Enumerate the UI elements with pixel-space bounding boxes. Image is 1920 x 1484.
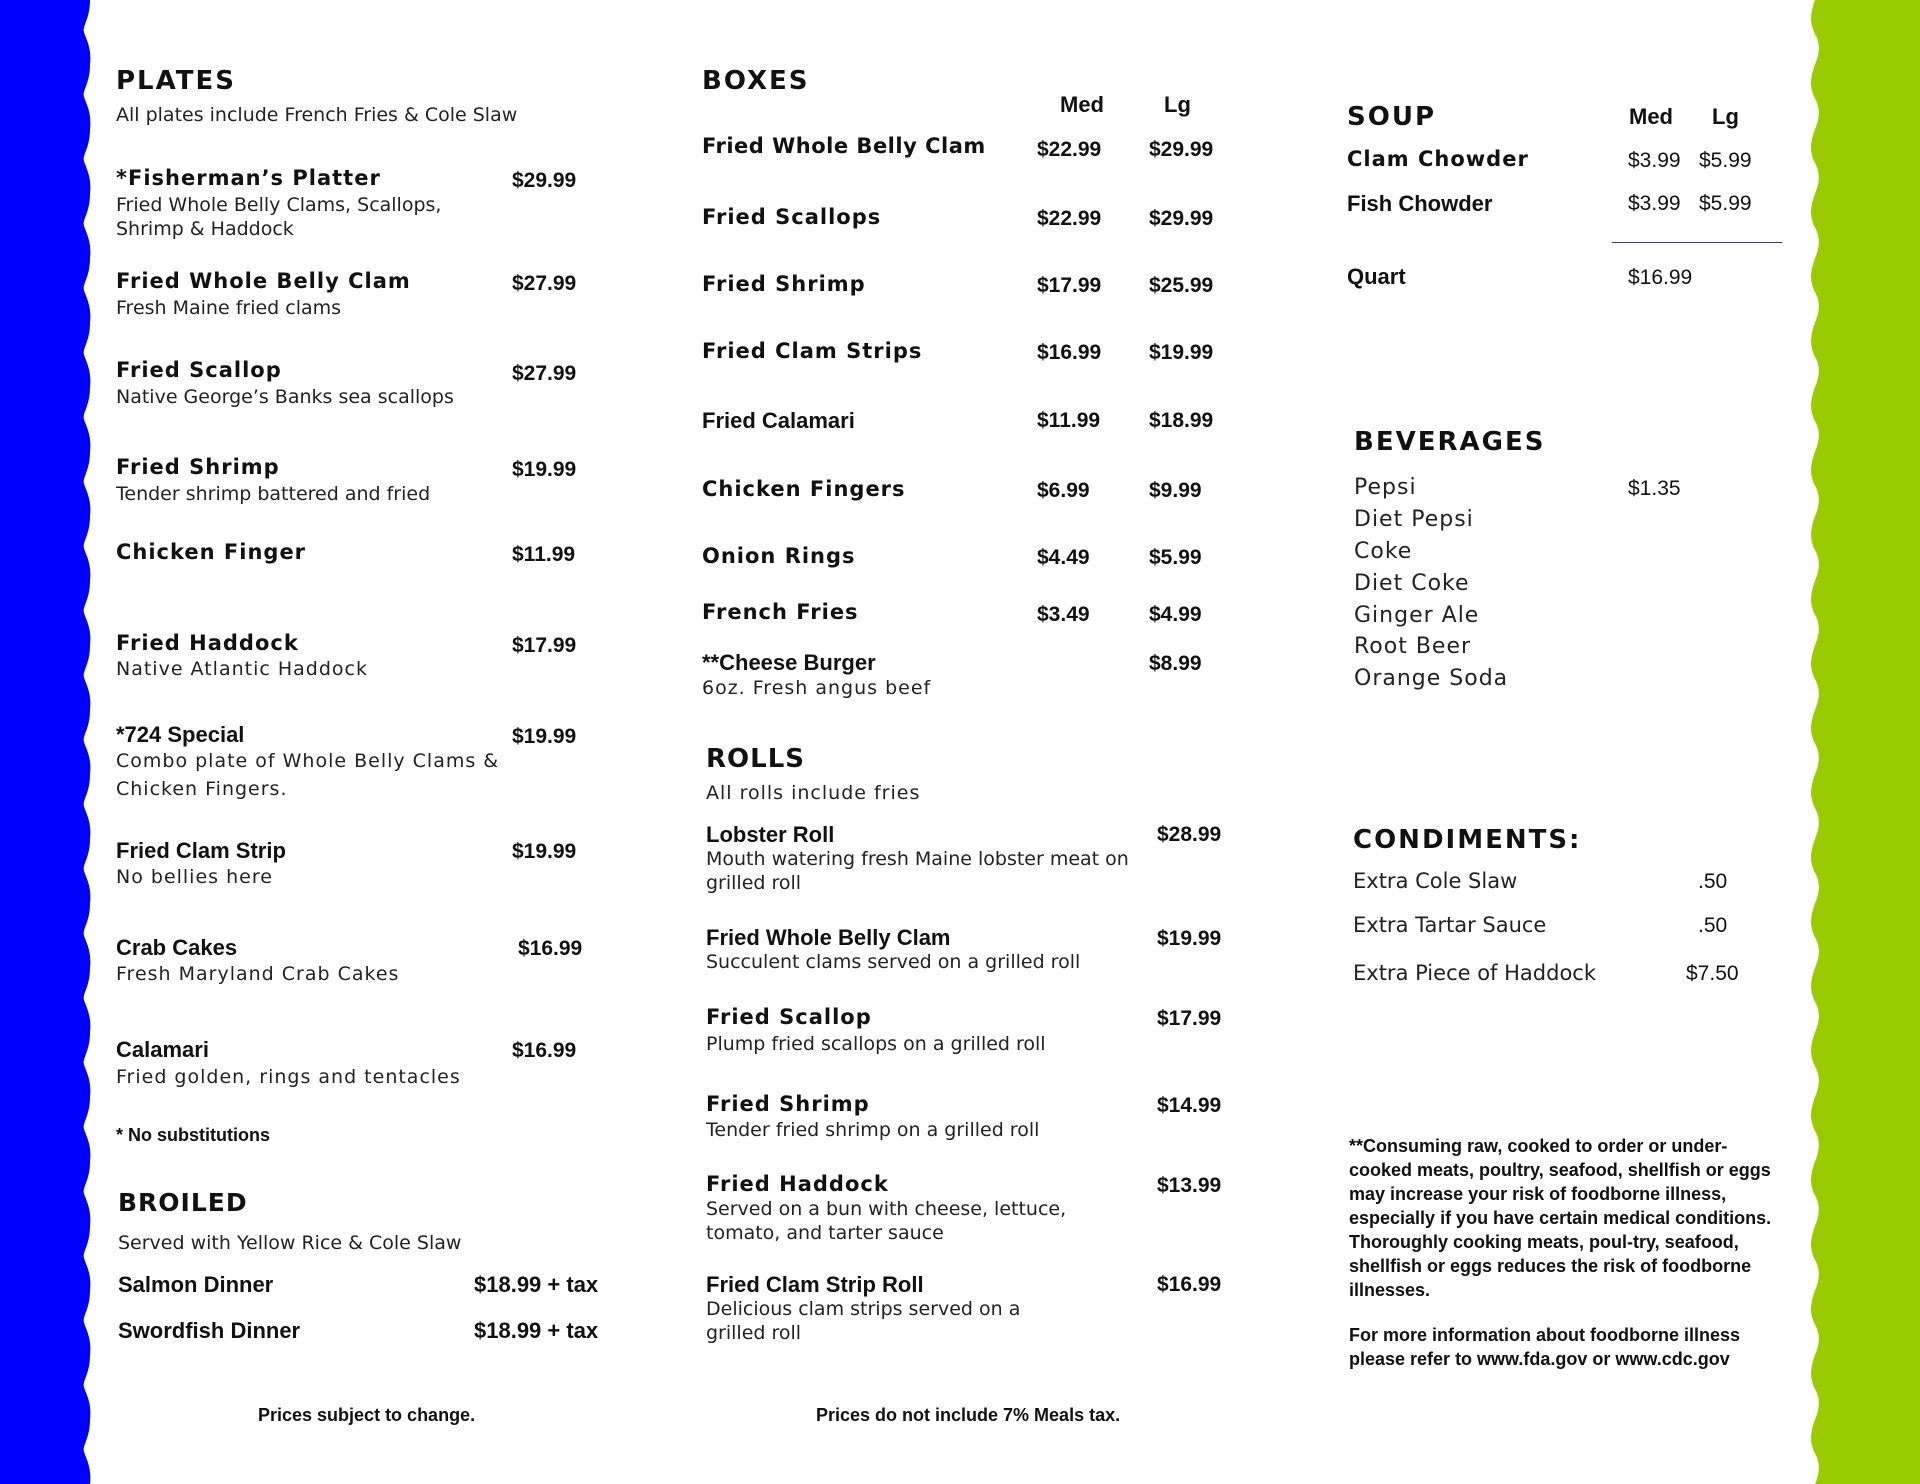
beverage-item: Pepsi — [1354, 475, 1417, 500]
soup-col-med: Med — [1629, 104, 1673, 129]
plate-desc: Fried Whole Belly Clams, Scallops, Shrimp & Haddock — [116, 194, 442, 240]
roll-price: $14.99 — [1157, 1094, 1222, 1117]
plate-desc: Native George’s Banks sea scallops — [116, 386, 454, 408]
beverage-item: Root Beer — [1354, 634, 1472, 659]
box-lg-price: $29.99 — [1149, 207, 1214, 230]
box-med-price: $17.99 — [1037, 274, 1102, 297]
box-lg-price: $19.99 — [1149, 341, 1214, 364]
plate-desc: Combo plate of Whole Belly Clams & Chicken Fingers. — [116, 750, 500, 800]
box-lg-price: $18.99 — [1149, 409, 1214, 432]
soup-col-lg: Lg — [1712, 104, 1739, 129]
soup-name: Fish Chowder — [1347, 191, 1493, 216]
roll-name: Lobster Roll — [706, 822, 835, 847]
soup-title: SOUP — [1347, 102, 1436, 132]
soup-med-price: $3.99 — [1628, 192, 1681, 215]
roll-desc: Delicious clam strips served on a grilled roll — [706, 1298, 1021, 1344]
plate-name: Fried Shrimp — [116, 455, 280, 479]
plates-note: * No substitutions — [116, 1125, 270, 1145]
box-med-price: $3.49 — [1037, 603, 1090, 626]
box-name: Fried Scallops — [702, 205, 882, 229]
soup-med-price: $3.99 — [1628, 149, 1681, 172]
box-name: Fried Clam Strips — [702, 339, 923, 363]
plate-price: $11.99 — [512, 543, 576, 566]
roll-name: Fried Scallop — [706, 1005, 872, 1029]
plate-desc: Fresh Maine fried clams — [116, 297, 342, 319]
soup-quart-price: $16.99 — [1628, 266, 1693, 289]
plate-price: $16.99 — [512, 1039, 577, 1062]
roll-name: Fried Shrimp — [706, 1092, 870, 1116]
plate-price: $16.99 — [518, 937, 583, 960]
boxes-col-lg: Lg — [1164, 92, 1191, 117]
beverage-item: Diet Coke — [1354, 571, 1470, 596]
burger-price: $8.99 — [1149, 652, 1202, 675]
roll-desc: Tender fried shrimp on a grilled roll — [706, 1119, 1040, 1141]
burger-desc: 6oz. Fresh angus beef — [702, 677, 932, 699]
beverages-title: BEVERAGES — [1354, 427, 1546, 457]
condiment-name: Extra Tartar Sauce — [1353, 913, 1547, 937]
plate-desc: No bellies here — [116, 866, 273, 888]
left-blue-band — [0, 0, 100, 1484]
box-lg-price: $25.99 — [1149, 274, 1214, 297]
food-safety-warning: **Consuming raw, cooked to order or under-cooked meats, poultry, seafood, shellfish or eggs may increase your risk of foodborne illness, especially if you have certain medical conditions. Thoroughly cooking meats, poul-try, seafood, shellfish or eggs reduces the risk of foodborne illnesses. — [1349, 1136, 1772, 1300]
rolls-title: ROLLS — [706, 744, 805, 774]
box-med-price: $16.99 — [1037, 341, 1102, 364]
plate-price: $29.99 — [512, 169, 577, 192]
plate-price: $27.99 — [512, 272, 577, 295]
plate-name: Fried Whole Belly Clam — [116, 269, 411, 293]
box-name: Onion Rings — [702, 544, 856, 568]
box-med-price: $11.99 — [1037, 409, 1101, 432]
plate-price: $19.99 — [512, 458, 577, 481]
broiled-name: Swordfish Dinner — [118, 1318, 301, 1343]
broiled-title: BROILED — [118, 1188, 248, 1217]
plate-name: Fried Haddock — [116, 631, 299, 655]
roll-desc: Mouth watering fresh Maine lobster meat on grilled roll — [706, 848, 1129, 894]
plate-name: *Fisherman’s Platter — [116, 166, 381, 190]
box-med-price: $6.99 — [1037, 479, 1090, 502]
box-name: Fried Shrimp — [702, 272, 866, 296]
plate-price: $19.99 — [512, 840, 577, 863]
box-lg-price: $29.99 — [1149, 138, 1214, 161]
condiment-price: .50 — [1698, 870, 1728, 893]
condiments-title: CONDIMENTS: — [1353, 825, 1582, 855]
roll-name: Fried Clam Strip Roll — [706, 1272, 924, 1297]
boxes-col-med: Med — [1060, 92, 1104, 117]
roll-desc: Succulent clams served on a grilled roll — [706, 951, 1081, 973]
box-med-price: $4.49 — [1037, 546, 1090, 569]
condiment-name: Extra Cole Slaw — [1353, 869, 1518, 893]
roll-name: Fried Haddock — [706, 1172, 889, 1196]
food-safety-info: For more information about foodborne illness please refer to www.fda.gov or www.cdc.gov — [1349, 1325, 1741, 1369]
soup-lg-price: $5.99 — [1699, 192, 1752, 215]
footer-tax-note: Prices do not include 7% Meals tax. — [816, 1405, 1121, 1425]
roll-price: $19.99 — [1157, 927, 1222, 950]
beverage-item: Coke — [1354, 539, 1413, 564]
plate-price: $27.99 — [512, 362, 577, 385]
soup-divider — [1612, 242, 1782, 243]
plate-desc: Fresh Maryland Crab Cakes — [116, 963, 400, 985]
box-name: Chicken Fingers — [702, 477, 906, 501]
roll-price: $17.99 — [1157, 1007, 1222, 1030]
roll-price: $16.99 — [1157, 1273, 1222, 1296]
box-name: French Fries — [702, 600, 859, 624]
condiment-price: $7.50 — [1686, 962, 1739, 985]
plate-desc: Native Atlantic Haddock — [116, 658, 368, 680]
box-name: Fried Whole Belly Clam — [702, 134, 986, 158]
roll-desc: Served on a bun with cheese, lettuce, tomato, and tarter sauce — [706, 1198, 1067, 1244]
roll-desc: Plump fried scallops on a grilled roll — [706, 1033, 1046, 1055]
roll-price: $13.99 — [1157, 1174, 1222, 1197]
soup-name: Clam Chowder — [1347, 147, 1529, 171]
plate-name: Crab Cakes — [116, 935, 238, 960]
plate-name: Fried Clam Strip — [116, 838, 286, 863]
burger-name: **Cheese Burger — [702, 650, 876, 675]
right-green-band — [1800, 0, 1920, 1484]
condiment-name: Extra Piece of Haddock — [1353, 961, 1596, 985]
box-med-price: $22.99 — [1037, 138, 1102, 161]
box-name: Fried Calamari — [702, 408, 855, 433]
soup-quart-label: Quart — [1347, 264, 1406, 289]
plate-desc: Tender shrimp battered and fried — [116, 483, 431, 505]
roll-price: $28.99 — [1157, 823, 1222, 846]
box-med-price: $22.99 — [1037, 207, 1102, 230]
boxes-title: BOXES — [702, 66, 810, 96]
plate-price: $17.99 — [512, 634, 577, 657]
footer-price-change: Prices subject to change. — [258, 1405, 476, 1425]
roll-name: Fried Whole Belly Clam — [706, 925, 951, 950]
broiled-subtitle: Served with Yellow Rice & Cole Slaw — [118, 1232, 462, 1254]
box-lg-price: $5.99 — [1149, 546, 1202, 569]
plate-desc: Fried golden, rings and tentacles — [116, 1066, 461, 1088]
plate-name: *724 Special — [116, 722, 245, 747]
plate-name: Chicken Finger — [116, 540, 307, 564]
beverage-item: Diet Pepsi — [1354, 507, 1474, 532]
plate-name: Calamari — [116, 1037, 209, 1062]
box-lg-price: $4.99 — [1149, 603, 1202, 626]
beverage-item: Ginger Ale — [1354, 603, 1480, 628]
plates-subtitle: All plates include French Fries & Cole Slaw — [116, 104, 518, 126]
broiled-price: $18.99 + tax — [474, 1318, 599, 1343]
broiled-name: Salmon Dinner — [118, 1272, 274, 1297]
condiment-price: .50 — [1698, 914, 1728, 937]
plate-name: Fried Scallop — [116, 358, 282, 382]
beverage-item: Orange Soda — [1354, 666, 1509, 691]
broiled-price: $18.99 + tax — [474, 1272, 599, 1297]
beverages-price: $1.35 — [1628, 477, 1681, 500]
rolls-subtitle: All rolls include fries — [706, 782, 921, 804]
soup-lg-price: $5.99 — [1699, 149, 1752, 172]
plates-title: PLATES — [116, 66, 236, 96]
box-lg-price: $9.99 — [1149, 479, 1202, 502]
plate-price: $19.99 — [512, 725, 577, 748]
